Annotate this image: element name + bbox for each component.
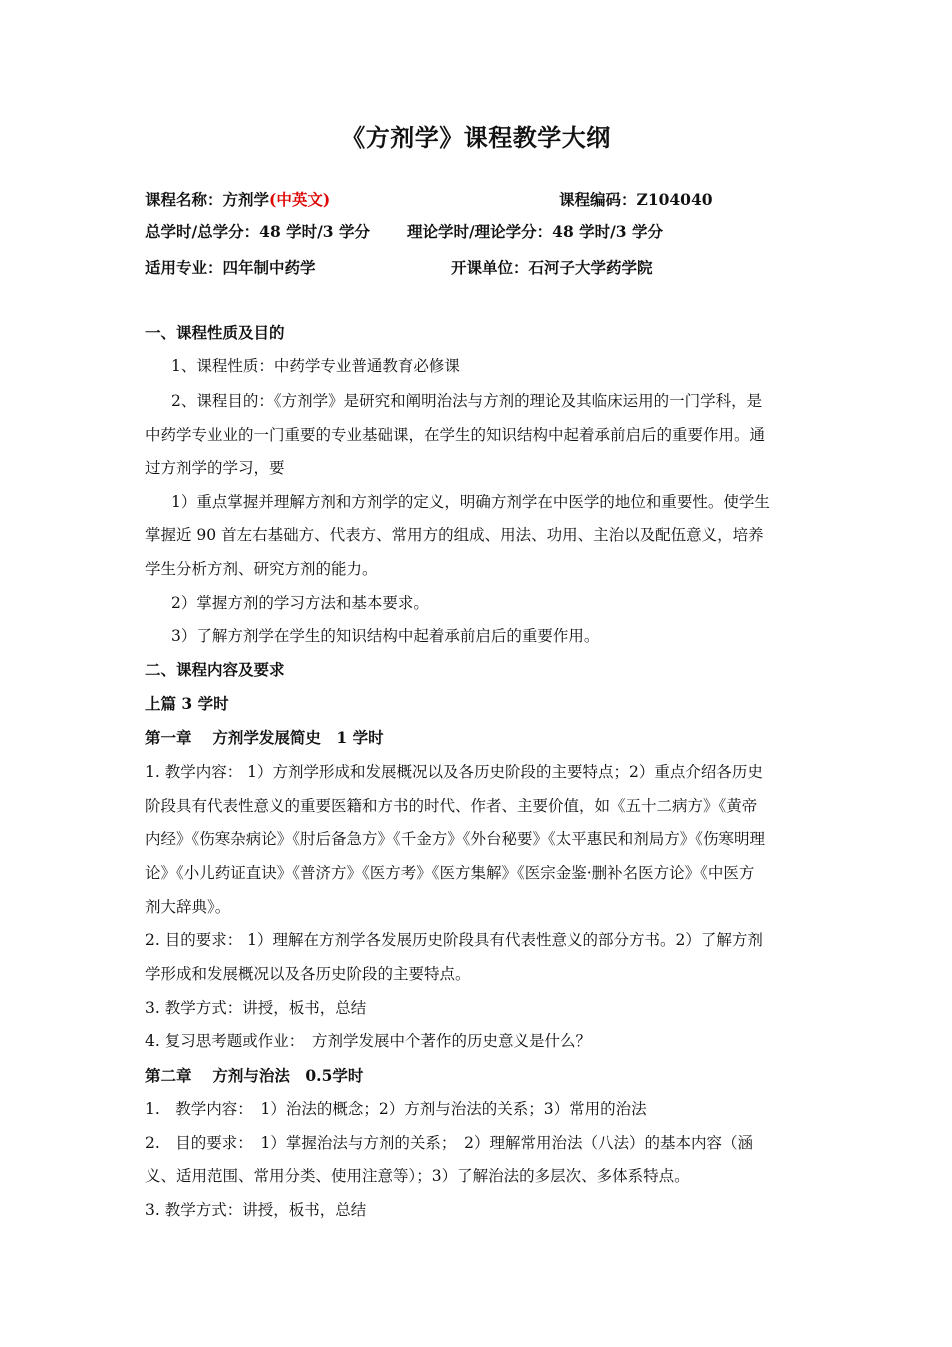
ch2-goal-line1: 2. 目的要求： 1）掌握治法与方剂的关系； 2）理解常用治法（八法）的基本内容（涵 [145,1134,754,1152]
section1-p2-line2: 中药学专业业的一门重要的专业基础课，在学生的知识结构中起着承前启后的重要作用。通 [145,426,766,444]
meta-row-course [145,190,810,210]
major: 适用专业：四年制中药学 [145,258,316,277]
section1-p3-line2: 掌握近 90 首左右基础方、代表方、常用方的组成、用法、功用、主治以及配伍意义，培养 [145,526,764,544]
course-code: 课程编码：Z104040 [559,190,713,209]
section1-p4: 2）掌握方剂的学习方法和基本要求。 [171,594,429,612]
section1-p3-line1: 1）重点掌握并理解方剂和方剂学的定义，明确方剂学在中医学的地位和重要性。使学生 [171,493,770,511]
section2-heading: 二、课程内容及要求 [145,660,285,679]
ch1-content-line4: 论》《小儿药证直诀》《普济方》《医方考》《医方集解》《医宗金鉴·删补名医方论》《中医方 [145,864,755,882]
meta-row-hours [145,222,810,242]
hours-theory: 理论学时/理论学分：48 学时/3 学分 [407,222,663,241]
ch1-homework: 4. 复习思考题或作业： 方剂学发展中个著作的历史意义是什么？ [145,1032,591,1050]
ch2-content: 1. 教学内容： 1）治法的概念；2）方剂与治法的关系；3）常用的治法 [145,1100,647,1118]
ch2-goal-line2: 义、适用范围、常用分类、使用注意等）；3）了解治法的多层次、多体系特点。 [145,1167,690,1185]
section1-heading: 一、课程性质及目的 [145,323,285,342]
ch1-method: 3. 教学方式：讲授，板书，总结 [145,999,367,1017]
section1-p2-line1: 2、课程目的：《方剂学》是研究和阐明治法与方剂的理论及其临床运用的一门学科，是 [171,392,763,410]
ch1-content-line3: 内经》《伤寒杂病论》《肘后备急方》《千金方》《外台秘要》《太平惠民和剂局方》《伤寒明理 [145,830,766,848]
ch2-method: 3. 教学方式：讲授，板书，总结 [145,1201,367,1219]
document-title: 《方剂学》课程教学大纲 [341,123,611,152]
course-name: 课程名称：方剂学 [145,190,270,209]
hours-total: 总学时/总学分：48 学时/3 学分 [145,222,370,241]
section1-p2-line3: 过方剂学的学习，要 [145,459,285,477]
ch1-goal-line2: 学形成和发展概况以及各历史阶段的主要特点。 [145,965,471,983]
unit: 开课单位：石河子大学药学院 [451,258,653,277]
ch1-content-line2: 阶段具有代表性意义的重要医籍和方书的时代、作者、主要价值，如《五十二病方》《黄帝 [145,797,758,815]
meta-row-major [145,258,810,278]
section1-p3-line3: 学生分析方剂、研究方剂的能力。 [145,560,378,578]
ch1-goal-line1: 2. 目的要求： 1）理解在方剂学各发展历史阶段具有代表性意义的部分方书。2）了解方剂 [145,931,763,949]
chapter1-heading: 第一章 方剂学发展简史 1 学时 [145,728,384,747]
chapter2-heading: 第二章 方剂与治法 0.5学时 [145,1066,364,1085]
ch1-content-line5: 剂大辞典》。 [145,898,231,916]
section1-p5: 3）了解方剂学在学生的知识结构中起着承前启后的重要作用。 [171,627,600,645]
section1-p1: 1、课程性质：中药学专业普通教育必修课 [171,357,460,375]
ch1-content-line1: 1. 教学内容： 1）方剂学形成和发展概况以及各历史阶段的主要特点；2）重点介绍各历史 [145,763,763,781]
part-heading: 上篇 3 学时 [145,694,229,713]
course-name-lang: (中英文) [269,190,331,209]
